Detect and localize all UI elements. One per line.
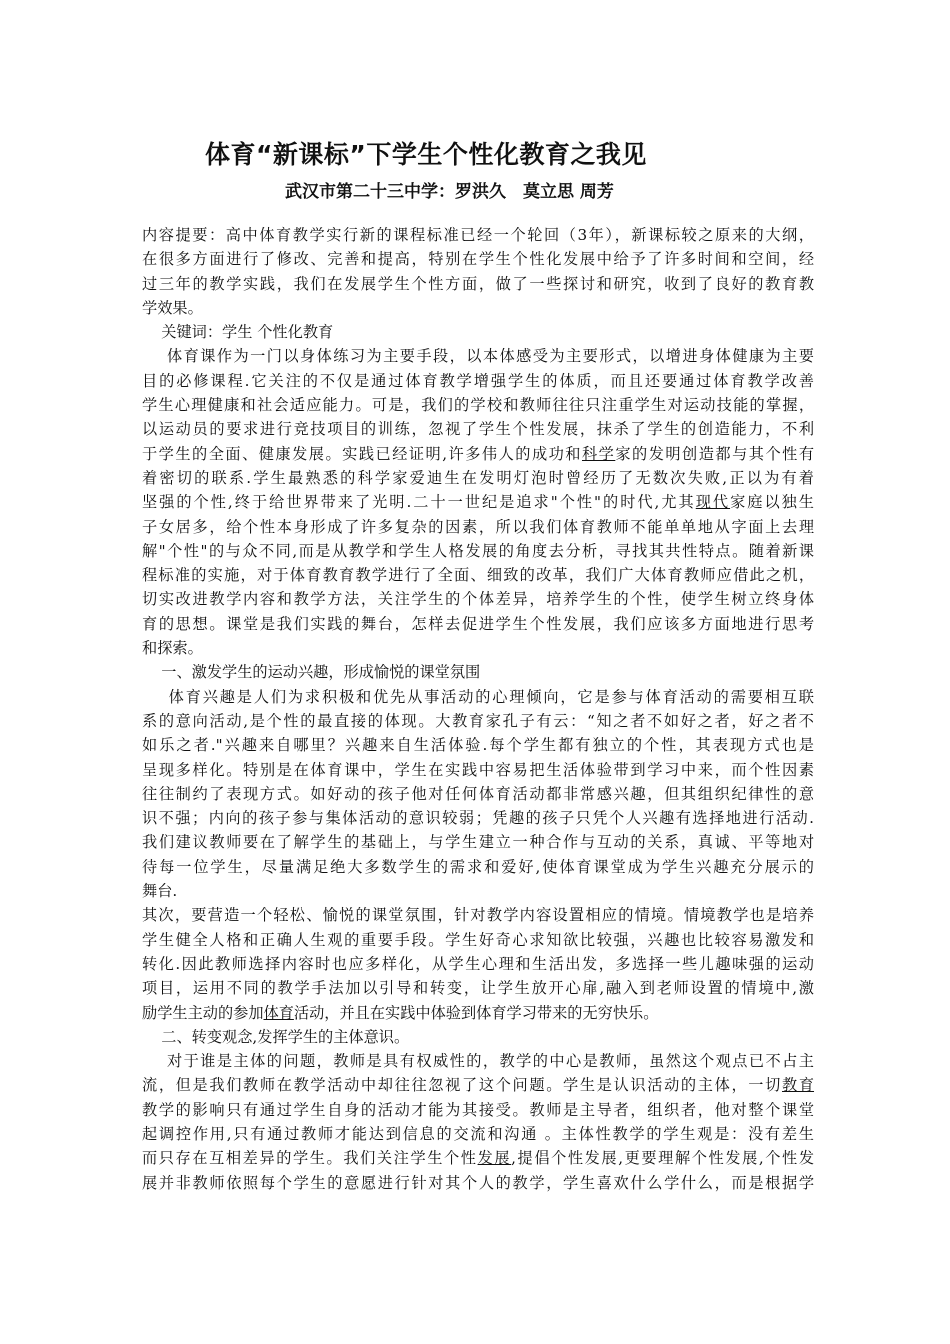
body-line bbox=[142, 733, 814, 757]
hyperlink-text[interactable]: 科学 bbox=[581, 444, 616, 463]
body-text-run: 着密切的联系.学生最熟悉的科学家爱迪生在发明灯泡时曾经历了无数次失败,正以为有着 bbox=[142, 468, 814, 487]
body-line bbox=[142, 320, 814, 344]
body-line bbox=[142, 1146, 814, 1170]
body-line bbox=[142, 1098, 814, 1122]
body-text-run: 学生心理健康和社会适应能力。可是，我们的学校和教师往往只注重学生对运动技能的掌握， bbox=[142, 396, 814, 415]
body-text-run: 一、激发学生的运动兴趣，形成愉悦的课堂氛围 bbox=[142, 663, 481, 682]
body-line bbox=[142, 417, 814, 441]
body-text-run: 以运动员的要求进行竞技项目的训练，忽视了学生个性发展，抹杀了学生的创造能力，不利 bbox=[142, 420, 814, 439]
body-line bbox=[142, 296, 814, 320]
body-line bbox=[142, 636, 814, 660]
body-text-run: 待每一位学生，尽量满足绝大多数学生的需求和爱好,使体育课堂成为学生兴趣充分展示的 bbox=[142, 857, 814, 876]
body-text-run: 二、转变观念,发挥学生的主体意识。 bbox=[142, 1027, 410, 1046]
body-line bbox=[142, 952, 814, 976]
hyperlink-text[interactable]: 体育 bbox=[263, 1003, 294, 1022]
body-line bbox=[142, 344, 814, 368]
body-text-run: 于学生的全面、健康发展。实践已经证明,许多伟人的成功和 bbox=[142, 444, 582, 463]
body-text-run: 过三年的教学实践，我们在发展学生个性方面，做了一些探讨和研究，收到了良好的教育教 bbox=[142, 274, 814, 293]
body-text-run: 对于谁是主体的问题，教师是具有权威性的，教学的中心是教师，虽然这个观点已不占主 bbox=[142, 1052, 814, 1071]
body-text-run: 励学生主动的参加 bbox=[142, 1003, 264, 1022]
body-text-run: 家的发明创造都与其个性有 bbox=[615, 444, 815, 463]
body-text-run: 切实改进教学内容和教学方法，关注学生的个体差异，培养学生的个性，使学生树立终身体 bbox=[142, 590, 814, 609]
body-text-run: 解"个性"的与众不同,而是从教学和学生人格发展的角度去分析，寻找其共性特点。随着新课 bbox=[142, 541, 814, 560]
body-line bbox=[142, 685, 814, 709]
body-line bbox=[142, 806, 814, 830]
body-text-run: 其次，要营造一个轻松、愉悦的课堂氛围，针对教学内容设置相应的情境。情境教学也是培养 bbox=[142, 906, 814, 925]
body-text-run: 内容提要：高中体育教学实行新的课程标准已经一个轮回（3年），新课标较之原来的大纲， bbox=[142, 226, 814, 244]
body-text-run: 学生健全人格和正确人生观的重要手段。学生好奇心求知欲比较强，兴趣也比较容易激发和 bbox=[142, 930, 814, 949]
body-text-run: 起调控作用,只有通过教师才能达到信息的交流和沟通 。主体性教学的学生观是：没有差生 bbox=[142, 1124, 814, 1143]
body-line bbox=[142, 782, 814, 806]
body-text-run: 系的意向活动,是个性的最直接的体现。大教育家孔子有云：“知之者不如好之者，好之者不 bbox=[142, 711, 814, 730]
body-text-run: 呈现多样化。特别是在体育课中，学生在实践中容易把生活体验带到学习中来，而个性因素 bbox=[142, 760, 814, 779]
document-author: 武汉市第二十三中学：罗洪久 莫立思 周芳 bbox=[285, 182, 614, 202]
body-line bbox=[142, 1025, 814, 1049]
body-line bbox=[142, 369, 814, 393]
hyperlink-text[interactable]: 现代 bbox=[695, 493, 731, 512]
body-line bbox=[142, 1122, 814, 1146]
body-line bbox=[142, 490, 814, 514]
body-line bbox=[142, 539, 814, 563]
body-line bbox=[142, 830, 814, 854]
body-text-run: 和探索。 bbox=[142, 639, 203, 658]
body-line bbox=[142, 709, 814, 733]
body-line bbox=[142, 612, 814, 636]
body-text-run: 项目，运用不同的教学手法加以引导和转变，让学生放开心扉,融入到老师设置的情境中,激 bbox=[142, 979, 814, 998]
body-line bbox=[142, 1171, 814, 1195]
body-line bbox=[142, 223, 814, 247]
body-text-run: 家庭以独生 bbox=[730, 493, 814, 512]
body-line bbox=[142, 758, 814, 782]
body-text-run: 往往制约了表现方式。如好动的孩子他对任何体育活动都非常感兴趣，但其组织纪律性的意 bbox=[142, 784, 814, 803]
body-line bbox=[142, 247, 814, 271]
body-text-run: 如乐之者."兴趣来自哪里？兴趣来自生活体验.每个学生都有独立的个性，其表现方式也是 bbox=[142, 736, 814, 755]
body-text-run: 转化.因此教师选择内容时也应多样化，从学生心理和生活出发，多选择一些儿趣味强的运动 bbox=[142, 954, 814, 973]
body-line bbox=[142, 587, 814, 611]
body-line bbox=[142, 442, 814, 466]
body-text-run: 体育课作为一门以身体练习为主要手段，以本体感受为主要形式，以增进身体健康为主要 bbox=[142, 347, 814, 366]
body-line bbox=[142, 879, 814, 903]
body-text-run: 活动，并且在实践中体验到体育学习带来的无穷快乐。 bbox=[293, 1003, 659, 1022]
body-line bbox=[142, 272, 814, 296]
body-line bbox=[142, 976, 814, 1000]
body-text-run: 舞台. bbox=[142, 882, 178, 901]
body-text-run: 在很多方面进行了修改、完善和提高，特别在学生个性化发展中给予了许多时间和空间，经 bbox=[142, 250, 814, 269]
body-text-run: 识不强；内向的孩子参与集体活动的意识较弱；凭趣的孩子只凭个人兴趣有选择地进行活动. bbox=[142, 809, 814, 828]
body-line bbox=[142, 515, 814, 539]
body-line bbox=[142, 393, 814, 417]
body-text-run: 子女居多，给个性本身形成了许多复杂的因素，所以我们体育教师不能单单地从字面上去理 bbox=[142, 517, 814, 536]
body-text-run: 育的思想。课堂是我们实践的舞台，怎样去促进学生个性发展，我们应该多方面地进行思考 bbox=[142, 614, 814, 633]
body-line bbox=[142, 563, 814, 587]
body-line bbox=[142, 855, 814, 879]
body-line bbox=[142, 1049, 814, 1073]
body-text-run: 体育兴趣是人们为求积极和优先从事活动的心理倾向，它是参与体育活动的需要相互联 bbox=[142, 687, 814, 706]
body-text-run: 我们建议教师要在了解学生的基础上，与学生建立一种合作与互动的关系，真诚、平等地对 bbox=[142, 833, 814, 852]
body-text-run: ,提倡个性发展,更要理解个性发展,个性发 bbox=[511, 1149, 815, 1168]
document-title: 体育“新课标”下学生个性化教育之我见 bbox=[205, 140, 647, 169]
hyperlink-text[interactable]: 教育 bbox=[781, 1076, 815, 1095]
body-line bbox=[142, 1001, 814, 1025]
body-text-run: 坚强的个性,终于给世界带来了光明.二十一世纪是追求"个性"的时代,尤其 bbox=[142, 493, 696, 512]
hyperlink-text[interactable]: 发展 bbox=[477, 1149, 512, 1168]
body-line bbox=[142, 903, 814, 927]
body-line bbox=[142, 660, 814, 684]
body-line bbox=[142, 466, 814, 490]
body-line bbox=[142, 928, 814, 952]
body-text-run: 而只存在互相差异的学生。我们关注学生个性 bbox=[142, 1149, 478, 1168]
body-text-run: 展并非教师依照每个学生的意愿进行针对其个人的教学，学生喜欢什么学什么，而是根据学 bbox=[142, 1173, 814, 1192]
body-text-run: 关键词：学生 个性化教育 bbox=[142, 323, 334, 342]
body-text-run: 学效果。 bbox=[142, 298, 203, 317]
document-body bbox=[142, 223, 814, 1195]
body-text-run: 流，但是我们教师在教学活动中却往往忽视了这个问题。学生是认识活动的主体，一切 bbox=[142, 1076, 782, 1095]
body-text-run: 目的必修课程.它关注的不仅是通过体育教学增强学生的体质，而且还要通过体育教学改善 bbox=[142, 371, 814, 390]
body-text-run: 教学的影响只有通过学生自身的活动才能为其接受。教师是主导者，组织者，他对整个课堂 bbox=[142, 1100, 814, 1119]
body-line bbox=[142, 1073, 814, 1097]
body-text-run: 程标准的实施，对于体育教育教学进行了全面、细致的改革，我们广大体育教师应借此之机， bbox=[142, 566, 814, 585]
